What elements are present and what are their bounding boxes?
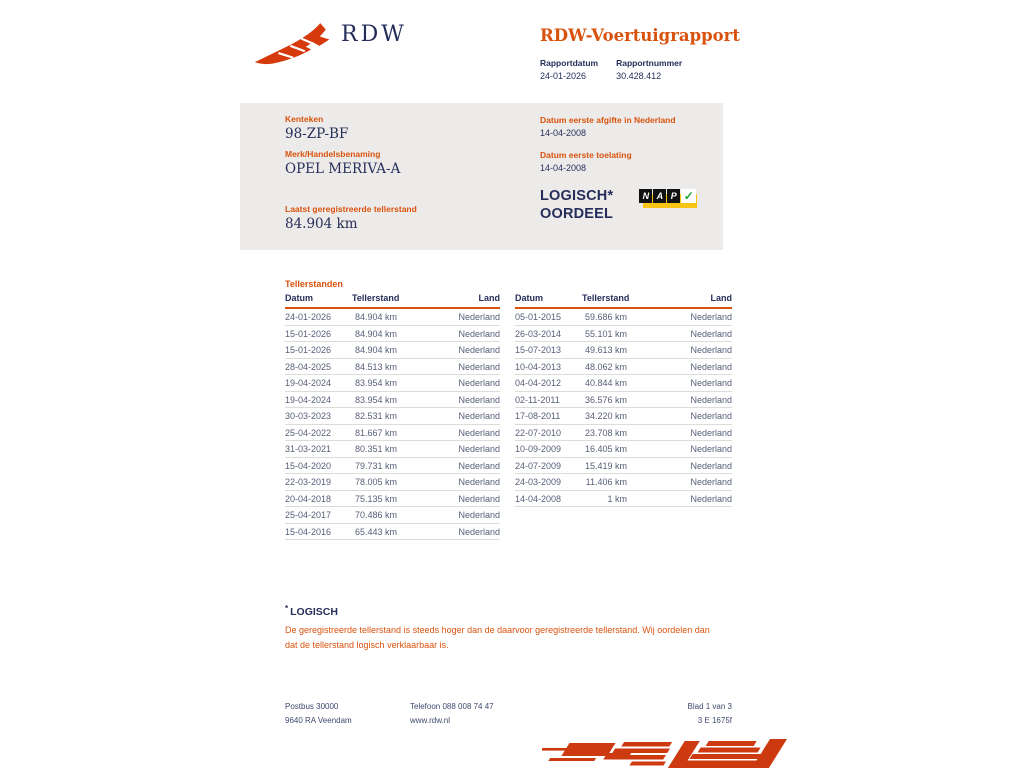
oordeel-line1: LOGISCH* (540, 188, 614, 204)
table-row (515, 325, 732, 342)
cell-land: Nederland (397, 408, 500, 425)
cell-tellerstand: 84.513 km (352, 358, 397, 375)
cell-land: Nederland (397, 424, 500, 441)
cell-tellerstand: 48.062 km (582, 358, 627, 375)
cell-tellerstand: 81.667 km (352, 424, 397, 441)
table-row (515, 424, 732, 441)
cell-land: Nederland (627, 375, 732, 392)
cell-land: Nederland (397, 474, 500, 491)
field-afgifte (540, 115, 720, 138)
cell-land: Nederland (397, 375, 500, 392)
col-datum: Datum (285, 293, 352, 308)
cell-land: Nederland (397, 391, 500, 408)
table-row (515, 474, 732, 491)
cell-datum: 19-04-2024 (285, 391, 352, 408)
merk-value: OPEL MERIVA-A (285, 161, 401, 177)
cell-tellerstand: 49.613 km (582, 342, 627, 359)
cell-land: Nederland (397, 490, 500, 507)
table-row (285, 424, 500, 441)
table-row (515, 308, 732, 325)
afgifte-value: 14-04-2008 (540, 128, 587, 138)
footnote-heading-text: LOGISCH (290, 606, 338, 618)
kenteken-label: Kenteken (285, 114, 324, 124)
tellerstand-value: 84.904 km (285, 216, 358, 232)
vehicle-summary-panel (240, 103, 723, 250)
footer-contact (410, 700, 590, 728)
cell-datum: 02-11-2011 (515, 391, 582, 408)
table-row (285, 358, 500, 375)
cell-land: Nederland (627, 325, 732, 342)
cell-datum: 19-04-2024 (285, 375, 352, 392)
cell-datum: 15-04-2020 (285, 457, 352, 474)
cell-tellerstand: 78.005 km (352, 474, 397, 491)
table-row (285, 523, 500, 540)
odometer-table-right (515, 293, 732, 507)
table-row (285, 490, 500, 507)
footnote-asterisk: * (285, 604, 289, 613)
table-row (285, 308, 500, 325)
table-row (285, 408, 500, 425)
field-tellerstand (285, 204, 515, 232)
field-toelating (540, 150, 720, 173)
cell-land: Nederland (627, 308, 732, 325)
kenteken-value: 98-ZP-BF (285, 126, 349, 142)
field-merk (285, 149, 515, 177)
cell-land: Nederland (627, 358, 732, 375)
nap-letter-p: P (667, 189, 680, 203)
table-row (285, 342, 500, 359)
table-row (515, 375, 732, 392)
toelating-label: Datum eerste toelating (540, 150, 632, 160)
cell-datum: 10-09-2009 (515, 441, 582, 458)
afgifte-label: Datum eerste afgifte in Nederland (540, 115, 676, 125)
nap-letter-a: A (653, 189, 666, 203)
footer-city: 9640 RA Veendam (285, 716, 352, 725)
cell-datum: 25-04-2022 (285, 424, 352, 441)
rdw-logo-text: RDW (341, 22, 407, 47)
cell-tellerstand: 23.708 km (582, 424, 627, 441)
footnote-text: De geregistreerde tellerstand is steeds hoger dan de daarvoor geregistreerde tellerstand. Wij oordelen dan dat de tellerstand logisch verklaarbaar is. (285, 625, 710, 650)
cell-datum: 10-04-2013 (515, 358, 582, 375)
cell-tellerstand: 83.954 km (352, 391, 397, 408)
cell-land: Nederland (397, 441, 500, 458)
cell-land: Nederland (627, 441, 732, 458)
cell-tellerstand: 80.351 km (352, 441, 397, 458)
cell-land: Nederland (397, 507, 500, 524)
report-date (540, 58, 598, 81)
cell-datum: 15-04-2016 (285, 523, 352, 540)
cell-datum: 17-08-2011 (515, 408, 582, 425)
cell-tellerstand: 79.731 km (352, 457, 397, 474)
report-date-label: Rapportdatum (540, 58, 599, 68)
cell-datum: 22-03-2019 (285, 474, 352, 491)
cell-tellerstand: 15.419 km (582, 457, 627, 474)
cell-tellerstand: 83.954 km (352, 375, 397, 392)
cell-tellerstand: 11.406 km (582, 474, 627, 491)
cell-datum: 31-03-2021 (285, 441, 352, 458)
cell-land: Nederland (397, 342, 500, 359)
cell-tellerstand: 16.405 km (582, 441, 627, 458)
table-row (515, 457, 732, 474)
cell-datum: 22-07-2010 (515, 424, 582, 441)
table-row (285, 441, 500, 458)
cell-tellerstand: 65.443 km (352, 523, 397, 540)
cell-land: Nederland (397, 457, 500, 474)
report-number-value: 30.428.412 (616, 71, 662, 81)
cell-datum: 24-07-2009 (515, 457, 582, 474)
cell-land: Nederland (627, 342, 732, 359)
odometer-table-left (285, 293, 500, 540)
footer-postbus: Postbus 30000 (285, 702, 339, 711)
rdw-bird-icon (253, 20, 333, 73)
field-kenteken (285, 114, 515, 142)
col-tellerstand: Tellerstand (582, 293, 627, 308)
report-number (616, 58, 682, 81)
cell-land: Nederland (627, 474, 732, 491)
table-row (515, 358, 732, 375)
cell-datum: 28-04-2025 (285, 358, 352, 375)
footer-page-number: Blad 1 van 3 (687, 702, 732, 711)
nap-check-icon: ✓ (681, 189, 696, 203)
table-row (285, 391, 500, 408)
cell-tellerstand: 34.220 km (582, 408, 627, 425)
table-row (285, 457, 500, 474)
table-row (515, 441, 732, 458)
table-row (515, 490, 732, 507)
cell-land: Nederland (627, 490, 732, 507)
cell-datum: 05-01-2015 (515, 308, 582, 325)
table-row (285, 375, 500, 392)
footer-address (285, 700, 410, 728)
footnote-heading (285, 604, 715, 618)
cell-tellerstand: 55.101 km (582, 325, 627, 342)
cell-datum: 30-03-2023 (285, 408, 352, 425)
cell-tellerstand: 1 km (582, 490, 627, 507)
cell-tellerstand: 36.576 km (582, 391, 627, 408)
page-footer (285, 700, 732, 728)
col-tellerstand: Tellerstand (352, 293, 397, 308)
table-header-row (515, 293, 732, 308)
cell-tellerstand: 82.531 km (352, 408, 397, 425)
cell-datum: 25-04-2017 (285, 507, 352, 524)
cell-datum: 15-07-2013 (515, 342, 582, 359)
cell-datum: 14-04-2008 (515, 490, 582, 507)
cell-datum: 15-01-2026 (285, 342, 352, 359)
cell-land: Nederland (397, 523, 500, 540)
nap-letter-n: N (639, 189, 652, 203)
cell-tellerstand: 40.844 km (582, 375, 627, 392)
cell-tellerstand: 75.135 km (352, 490, 397, 507)
table-row (515, 342, 732, 359)
tellerstand-label: Laatst geregistreerde tellerstand (285, 204, 417, 214)
cell-tellerstand: 59.686 km (582, 308, 627, 325)
report-header (540, 26, 800, 81)
table-header-row (285, 293, 500, 308)
page-title: RDW-Voertuigrapport (540, 26, 740, 45)
merk-label: Merk/Handelsbenaming (285, 149, 381, 159)
logisch-footnote (285, 604, 715, 653)
footer-page-info (590, 700, 732, 728)
nap-logo (639, 189, 697, 209)
cell-land: Nederland (397, 325, 500, 342)
cell-tellerstand: 84.904 km (352, 342, 397, 359)
table-row (285, 325, 500, 342)
section-title: Tellerstanden (285, 279, 343, 289)
cell-land: Nederland (627, 457, 732, 474)
footer-website: www.rdw.nl (410, 716, 451, 725)
rdw-logo (253, 20, 407, 73)
toelating-value: 14-04-2008 (540, 163, 587, 173)
cell-land: Nederland (627, 424, 732, 441)
table-row (285, 474, 500, 491)
decorative-stripes-graphic (542, 739, 822, 768)
cell-land: Nederland (397, 308, 500, 325)
col-datum: Datum (515, 293, 582, 308)
report-date-value: 24-01-2026 (540, 71, 587, 81)
cell-land: Nederland (627, 408, 732, 425)
footer-phone: Telefoon 088 008 74 47 (410, 702, 494, 711)
cell-tellerstand: 84.904 km (352, 325, 397, 342)
cell-land: Nederland (627, 391, 732, 408)
cell-datum: 15-01-2026 (285, 325, 352, 342)
cell-datum: 04-04-2012 (515, 375, 582, 392)
tellerstanden-section (285, 279, 732, 540)
col-land: Land (397, 293, 500, 308)
cell-land: Nederland (397, 358, 500, 375)
cell-datum: 20-04-2018 (285, 490, 352, 507)
cell-datum: 24-03-2009 (515, 474, 582, 491)
table-row (515, 391, 732, 408)
report-number-label: Rapportnummer (616, 58, 683, 68)
table-row (285, 507, 500, 524)
cell-tellerstand: 70.486 km (352, 507, 397, 524)
oordeel-line2: OORDEEL (540, 206, 614, 222)
footer-form-code: 3 E 1675f (697, 716, 732, 725)
col-land: Land (627, 293, 732, 308)
table-row (515, 408, 732, 425)
oordeel-badge (540, 187, 613, 223)
cell-datum: 26-03-2014 (515, 325, 582, 342)
cell-tellerstand: 84.904 km (352, 308, 397, 325)
cell-datum: 24-01-2026 (285, 308, 352, 325)
